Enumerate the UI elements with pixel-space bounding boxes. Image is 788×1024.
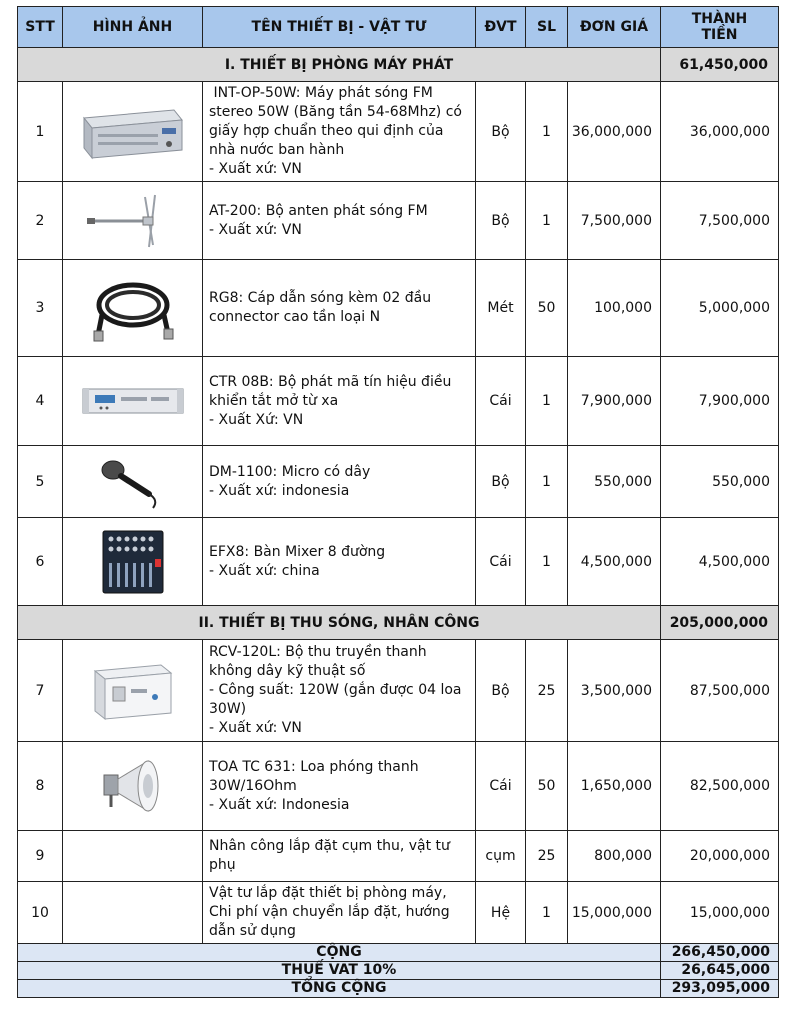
horn-loudspeaker-icon [98,753,168,819]
row-qty: 1 [526,518,568,606]
row-image [63,260,203,357]
row-amount: 4,500,000 [661,518,779,606]
row-stt: 8 [18,742,63,831]
row-unit-price: 7,900,000 [568,357,661,446]
row-stt: 2 [18,182,63,260]
row-unit-price: 7,500,000 [568,182,661,260]
row-unit-price: 100,000 [568,260,661,357]
row-description [203,742,476,831]
table-row [18,831,779,882]
description-line: Nhân công lắp đặt cụm thu, vật tư [209,838,450,854]
row-description [203,640,476,742]
signal-encoder-rack-icon [81,383,185,419]
description-line: - Xuất Xứ: VN [209,411,304,428]
row-qty: 1 [526,446,568,518]
description-line: phụ [209,857,236,873]
table-row [18,182,779,260]
row-amount: 7,500,000 [661,182,779,260]
table-row [18,82,779,182]
row-stt: 4 [18,357,63,446]
section-row-1 [18,48,779,82]
row-image [63,446,203,518]
description-line: nhà nước ban hành [209,142,345,158]
row-unit-price: 4,500,000 [568,518,661,606]
header-stt: STT [18,7,63,48]
row-description [203,446,476,518]
header-unit-price: ĐƠN GIÁ [568,7,661,48]
row-amount: 87,500,000 [661,640,779,742]
row-qty: 1 [526,182,568,260]
header-amount-line2: TIỀN [701,27,738,43]
description-line: CTR 08B: Bộ phát mã tín hiệu điều [209,373,452,390]
description-line: - Xuất xứ: VN [209,221,302,238]
description-line: Chi phí vận chuyển lắp đặt, hướng [209,904,450,920]
header-row [18,7,779,48]
row-unit: Bộ [476,182,526,260]
row-amount: 20,000,000 [661,831,779,882]
section-title: I. THIẾT BỊ PHÒNG MÁY PHÁT [18,48,661,82]
row-stt: 9 [18,831,63,882]
row-image [63,882,203,944]
row-unit: Hệ [476,882,526,944]
table-row [18,640,779,742]
description-line: dẫn sử dụng [209,923,296,939]
row-stt: 5 [18,446,63,518]
row-qty: 50 [526,742,568,831]
row-unit: cụm [476,831,526,882]
row-description [203,882,476,944]
row-unit-price: 3,500,000 [568,640,661,742]
description-line: RCV-120L: Bộ thu truyền thanh [209,644,427,660]
row-unit-price: 36,000,000 [568,82,661,182]
description-line: DM-1100: Micro có dây [209,463,371,480]
description-line: - Xuất xứ: Indonesia [209,796,350,813]
row-qty: 50 [526,260,568,357]
description-line: Vật tư lắp đặt thiết bị phòng máy, [209,885,447,901]
vat-row [18,962,779,980]
row-image [63,357,203,446]
coaxial-cable-icon [88,273,178,343]
description-line: RG8: Cáp dẫn sóng kèm 02 đầu [209,290,432,306]
microphone-icon [93,454,173,510]
row-description [203,831,476,882]
row-unit: Bộ [476,82,526,182]
row-stt: 7 [18,640,63,742]
header-qty: SL [526,7,568,48]
description-line: EFX8: Bàn Mixer 8 đường [209,543,386,560]
row-description [203,260,476,357]
description-line: INT-OP-50W: Máy phát sóng FM [209,85,433,101]
row-description [203,82,476,182]
row-unit: Bộ [476,446,526,518]
description-line: - Xuất xứ: indonesia [209,482,350,499]
row-unit-price: 800,000 [568,831,661,882]
grand-total-label: TỔNG CỘNG [18,980,661,998]
table-row [18,882,779,944]
subtotal-value: 266,450,000 [661,944,779,962]
header-name: TÊN THIẾT BỊ - VẬT TƯ [203,7,476,48]
table-row [18,518,779,606]
row-amount: 7,900,000 [661,357,779,446]
table-row [18,357,779,446]
row-stt: 1 [18,82,63,182]
row-image [63,831,203,882]
description-line: khiển tắt mở từ xa [209,392,339,409]
subtotal-row [18,944,779,962]
table-row [18,446,779,518]
row-unit: Bộ [476,640,526,742]
row-image [63,518,203,606]
row-unit-price: 15,000,000 [568,882,661,944]
description-line: - Xuất xứ: VN [209,720,302,736]
row-description [203,182,476,260]
row-image [63,182,203,260]
description-line: stereo 50W (Băng tần 54-68Mhz) có [209,104,462,120]
description-line: 30W) [209,701,247,717]
header-amount [661,7,779,48]
vat-value: 26,645,000 [661,962,779,980]
row-unit: Cái [476,518,526,606]
row-qty: 25 [526,640,568,742]
description-line: TOA TC 631: Loa phóng thanh [209,758,419,775]
row-stt: 6 [18,518,63,606]
row-amount: 82,500,000 [661,742,779,831]
description-line: connector cao tần loại N [209,309,381,325]
description-line: AT-200: Bộ anten phát sóng FM [209,202,428,219]
fm-antenna-icon [83,191,183,251]
row-unit: Cái [476,742,526,831]
row-image [63,82,203,182]
grand-total-row [18,980,779,998]
row-unit: Cái [476,357,526,446]
section-row-2 [18,606,779,640]
audio-mixer-icon [101,529,165,595]
row-stt: 10 [18,882,63,944]
description-line: - Xuất xứ: china [209,562,320,579]
description-line: không dây kỹ thuật số [209,663,366,679]
section-total: 205,000,000 [661,606,779,640]
row-unit-price: 550,000 [568,446,661,518]
header-amount-line1: THÀNH [691,11,748,27]
row-qty: 1 [526,882,568,944]
row-amount: 550,000 [661,446,779,518]
description-line: giấy hợp chuẩn theo qui định của [209,123,444,139]
row-unit: Mét [476,260,526,357]
row-unit-price: 1,650,000 [568,742,661,831]
table-row [18,260,779,357]
row-image [63,742,203,831]
row-amount: 5,000,000 [661,260,779,357]
vat-label: THUẾ VAT 10% [18,962,661,980]
quotation-table [17,6,779,998]
row-description [203,357,476,446]
row-amount: 36,000,000 [661,82,779,182]
description-line: 30W/16Ohm [209,777,297,794]
fm-transmitter-rack-icon [78,104,188,160]
section-total: 61,450,000 [661,48,779,82]
header-unit: ĐVT [476,7,526,48]
grand-total-value: 293,095,000 [661,980,779,998]
subtotal-label: CỘNG [18,944,661,962]
description-line: - Công suất: 120W (gắn được 04 loa [209,682,462,698]
row-qty: 1 [526,82,568,182]
row-amount: 15,000,000 [661,882,779,944]
row-image [63,640,203,742]
description-line: - Xuất xứ: VN [209,161,302,177]
section-title: II. THIẾT BỊ THU SÓNG, NHÂN CÔNG [18,606,661,640]
row-stt: 3 [18,260,63,357]
table-row [18,742,779,831]
row-qty: 25 [526,831,568,882]
header-image: HÌNH ẢNH [63,7,203,48]
row-qty: 1 [526,357,568,446]
row-description [203,518,476,606]
wireless-receiver-box-icon [91,661,175,721]
